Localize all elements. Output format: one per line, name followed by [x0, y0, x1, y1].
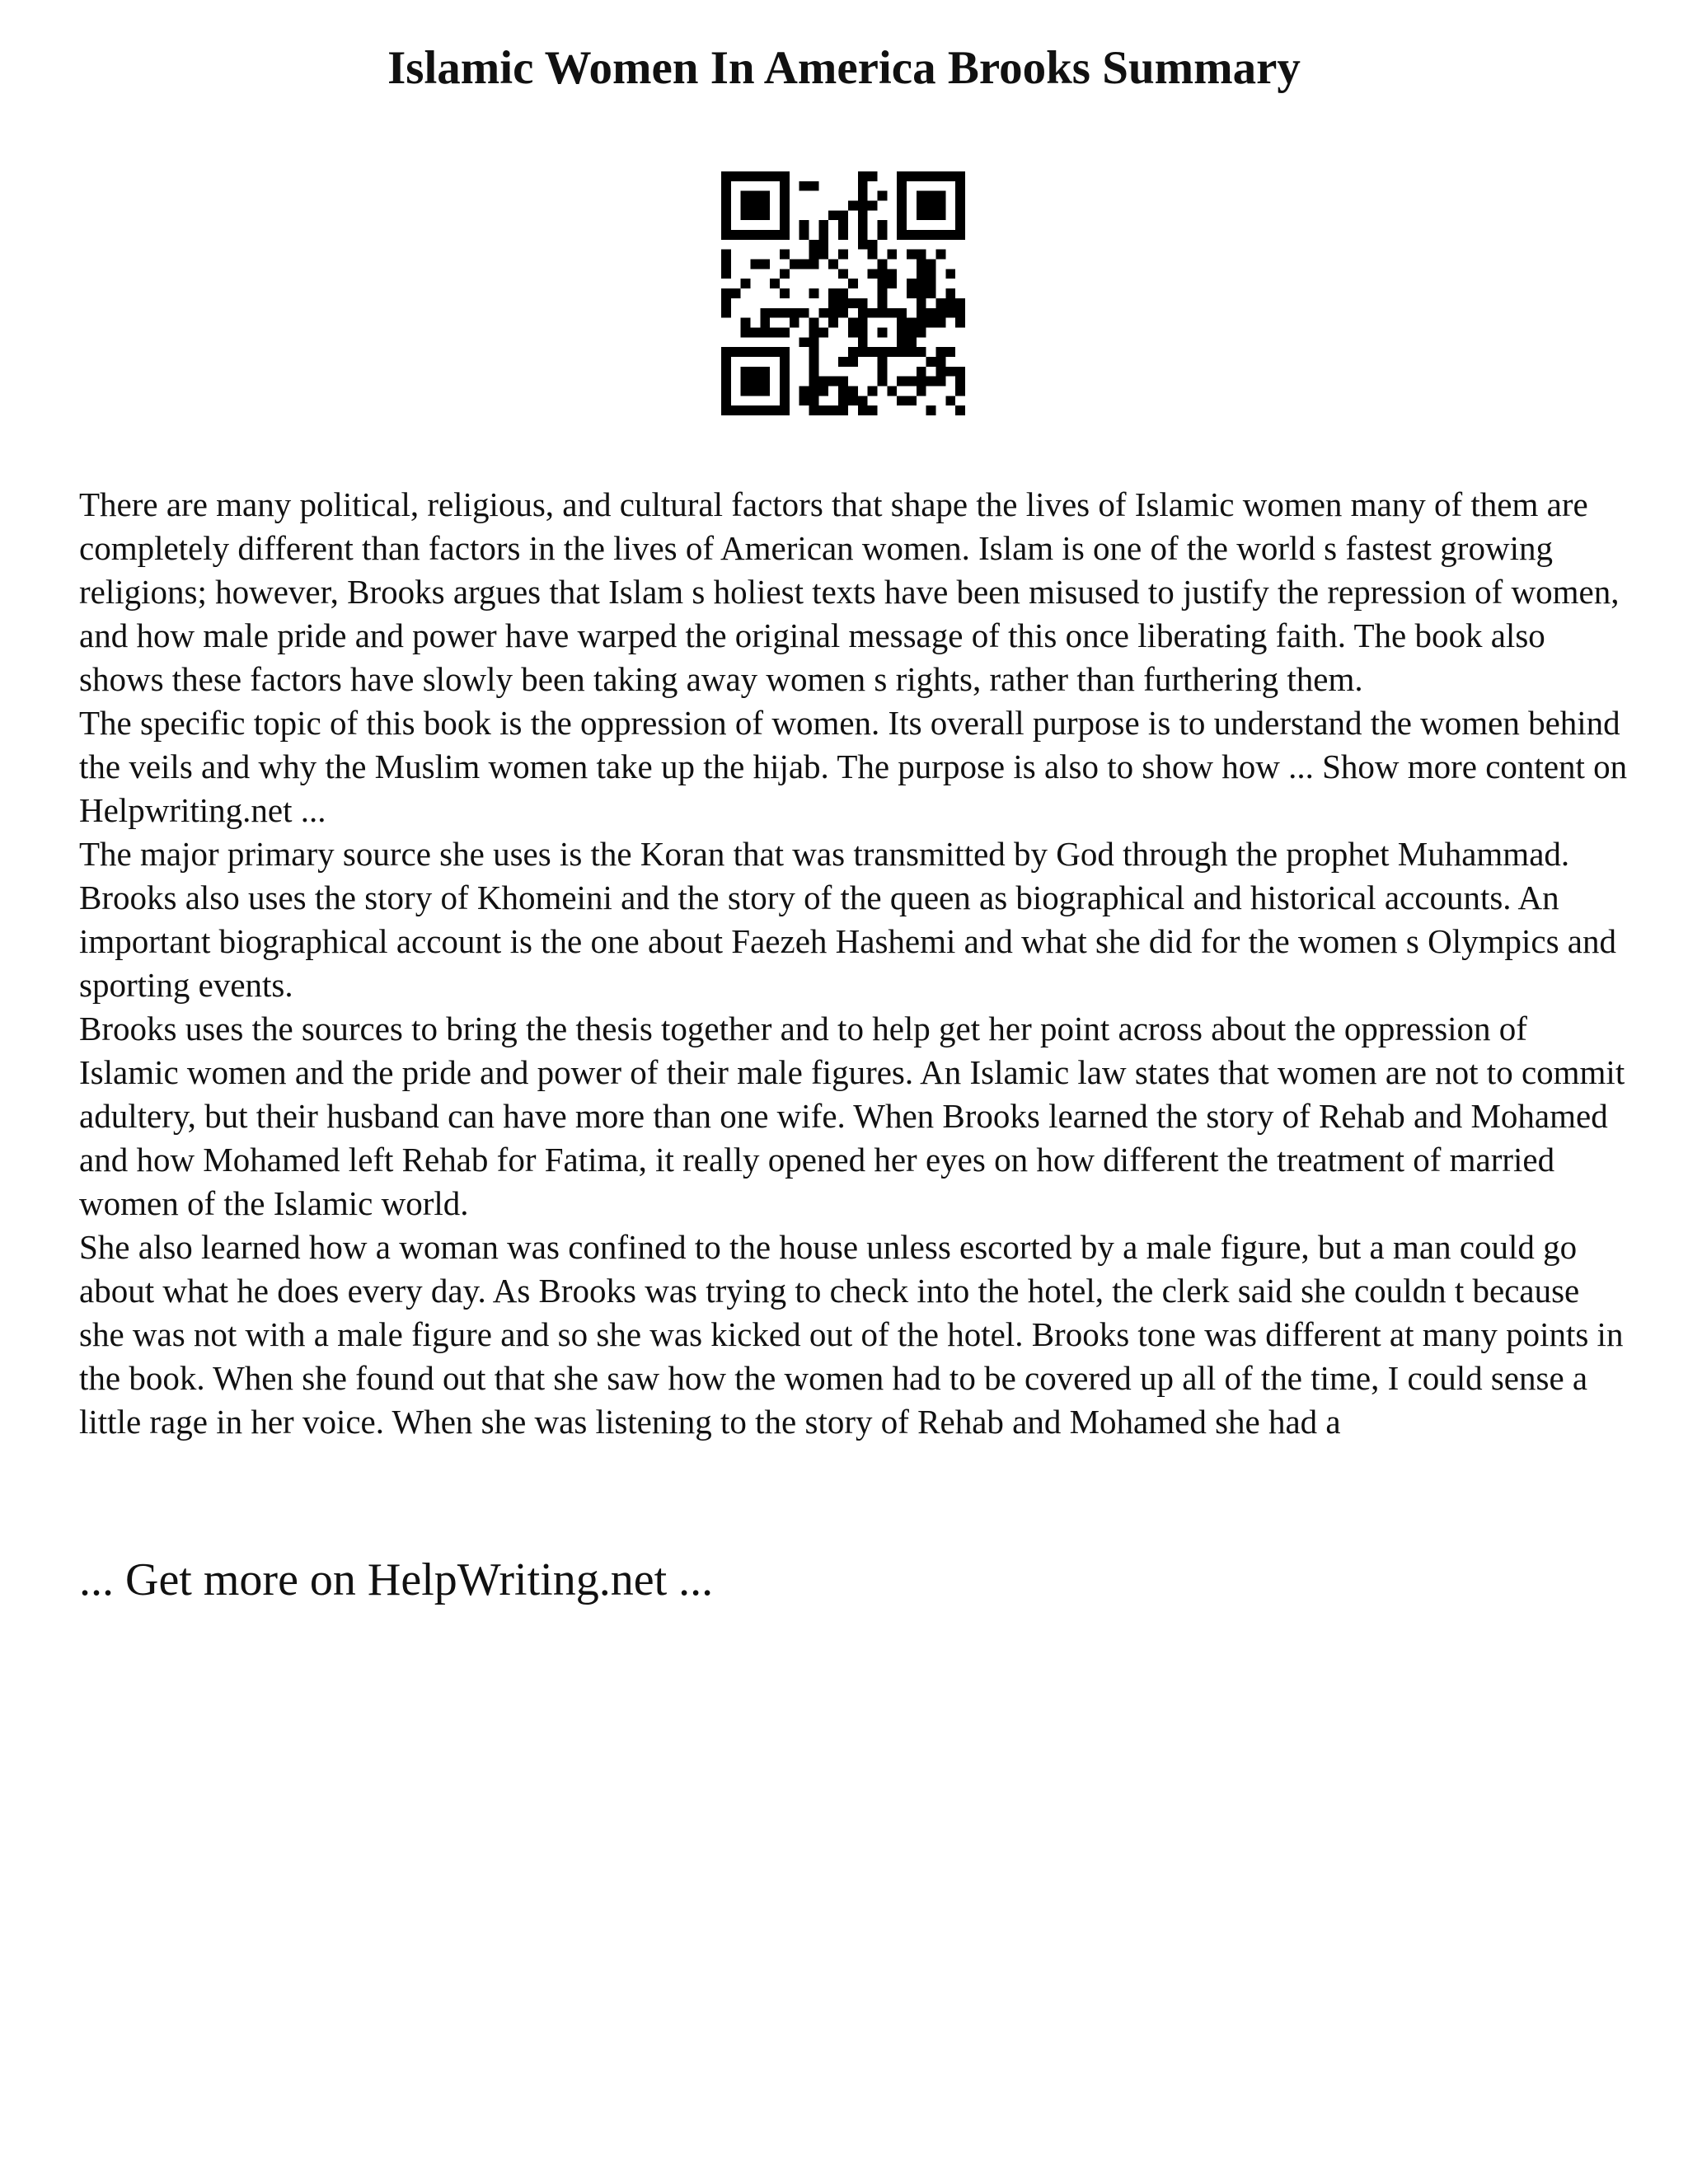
paragraph: There are many political, religious, and cultural factors that shape the lives of Islamic women many of them are completely different than factors in the lives of American women. Islam is one of the world s fastest growing religions; however, Brooks argues that Islam s holiest texts have been misused to justify the repression of women, and how male pride and power have warped the original message of this once liberating faith. The book also shows these factors have slowly been taking away women s rights, rather than furthering them. — [79, 485, 1620, 698]
paragraph: Brooks uses the sources to bring the thesis together and to help get her point across about the oppression of Islamic women and the pride and power of their male figures. An Islamic law states that women are not to commit adultery, but their husband can have more than one wife. When Brooks learned the story of Rehab and Mohamed and how Mohamed left Rehab for Fatima, it really opened her eyes on how different the treatment of married women of the Islamic world. — [79, 1010, 1625, 1222]
document-title: Islamic Women In America Brooks Summary — [387, 42, 1301, 94]
qr-code-icon[interactable] — [721, 171, 965, 415]
paragraph: The major primary source she uses is the Koran that was transmitted by God through the prophet Muhammad. Brooks also uses the story of Khomeini and the story of the queen as biographical and historical accounts. An important biographical account is the one about Faezeh Hashemi and what she did for the women s Olympics and sporting events. — [79, 835, 1616, 1004]
qr-code-graphic — [721, 171, 965, 415]
paragraph: She also learned how a woman was confined to the house unless escorted by a male figure, but a man could go about what he does every day. As Brooks was trying to check into the hotel, the clerk said she couldn t because she was not with a male figure and so she was kicked out of the hotel. Brooks tone was different at many points in the book. When she found out that she saw how the women had to be covered up all of the time, I could sense a little rage in her voice. When she was listening to the story of Rehab and Mohamed she had a — [79, 1228, 1624, 1441]
get-more-link[interactable]: ... Get more on HelpWriting.net ... — [79, 1554, 714, 1605]
document-body — [79, 483, 1629, 1444]
paragraph: The specific topic of this book is the oppression of women. Its overall purpose is to understand the women behind the veils and why the Muslim women take up the hijab. The purpose is also to show how ... Show more content on Helpwriting.net ... — [79, 704, 1628, 829]
